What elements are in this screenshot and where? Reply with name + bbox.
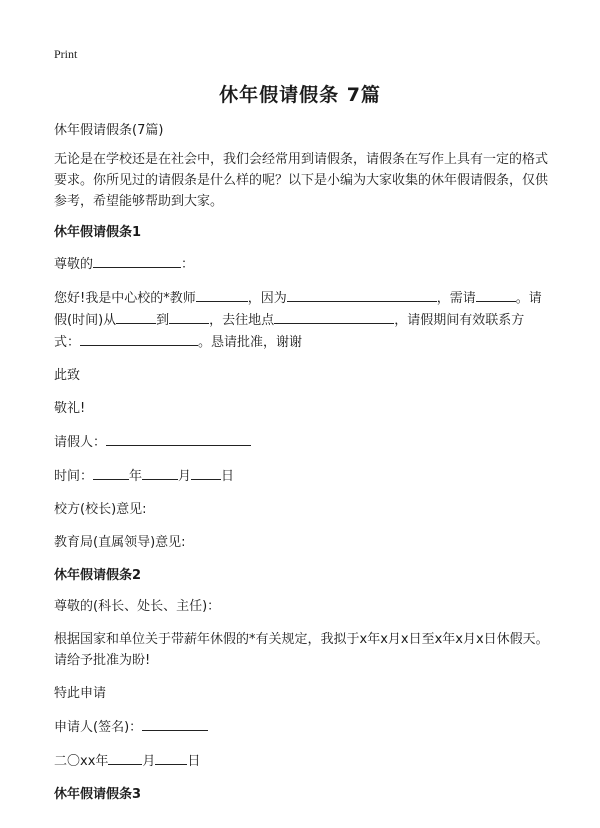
body-part-6: ，去往地点 <box>209 313 275 328</box>
closing-2: 敬礼! <box>54 401 86 416</box>
school-opinion: 校方(校长)意见: <box>54 502 147 517</box>
day-label: 日 <box>221 469 235 484</box>
start-time-blank <box>116 309 156 324</box>
applicant-label: 请假人： <box>54 435 107 450</box>
section1-salutation <box>54 253 549 275</box>
year-blank <box>93 465 129 480</box>
salutation-suffix: ： <box>181 257 195 272</box>
end-time-blank <box>169 309 209 324</box>
day-blank <box>191 465 221 480</box>
signature-label: 申请人(签名)： <box>54 720 143 735</box>
section2-heading: 休年假请假条2 <box>54 568 142 583</box>
body-part-1: 您好!我是中心校的*教师 <box>54 291 196 306</box>
signature-line <box>54 716 549 738</box>
section2-body: 根据国家和单位关于带薪年休假的*有关规定，我拟于x年x月x日至x年x月x日休假天。请给予批准为盼! <box>54 632 549 668</box>
body-part-4: 。请假(时间)从 <box>54 291 542 328</box>
date-prefix: 二〇xx年 <box>54 754 109 769</box>
section2-date-line <box>54 750 549 772</box>
teacher-name-blank <box>196 287 248 302</box>
time-label: 时间： <box>54 469 94 484</box>
time-line <box>54 465 549 487</box>
s2-month-blank <box>108 750 142 765</box>
destination-blank <box>274 309 394 324</box>
print-link[interactable]: Print <box>54 47 78 61</box>
bureau-opinion: 教育局(直属领导)意见: <box>54 535 186 550</box>
duration-blank <box>476 287 516 302</box>
recipient-blank <box>93 253 181 268</box>
s2-day-label: 日 <box>187 754 201 769</box>
section1-heading: 休年假请假条1 <box>54 225 142 240</box>
body-part-2: ，因为 <box>247 291 287 306</box>
reason-blank <box>287 287 437 302</box>
s2-day-blank <box>155 750 187 765</box>
signature-blank <box>142 716 208 731</box>
salutation-prefix: 尊敬的 <box>54 257 94 272</box>
contact-blank <box>80 331 198 346</box>
month-label: 月 <box>178 469 192 484</box>
body-part-3: ，需请 <box>436 291 476 306</box>
document-body <box>54 120 549 815</box>
applicant-line <box>54 431 549 453</box>
applicant-blank <box>106 431 251 446</box>
page-title: 休年假请假条 7篇 <box>219 84 381 106</box>
s2-month-label: 月 <box>142 754 156 769</box>
intro-paragraph: 无论是在学校还是在社会中，我们会经常用到请假条，请假条在写作上具有一定的格式要求。你所见过的请假条是什么样的呢？以下是小编为大家收集的休年假请假条，仅供参考，希望能够帮助到大家。 <box>54 152 549 209</box>
section2-closing: 特此申请 <box>54 686 107 701</box>
year-label: 年 <box>129 469 143 484</box>
section1-body <box>54 287 549 353</box>
section2-salutation: 尊敬的(科长、处长、主任)： <box>54 599 221 614</box>
month-blank <box>142 465 178 480</box>
body-part-8: 。恳请批准，谢谢 <box>198 335 303 350</box>
document-subtitle: 休年假请假条(7篇) <box>54 123 164 138</box>
body-part-5: 到 <box>156 313 170 328</box>
body-part-7: ，请假期间有效联系方式： <box>54 313 525 350</box>
section3-heading: 休年假请假条3 <box>54 787 142 802</box>
closing-1: 此致 <box>54 368 81 383</box>
